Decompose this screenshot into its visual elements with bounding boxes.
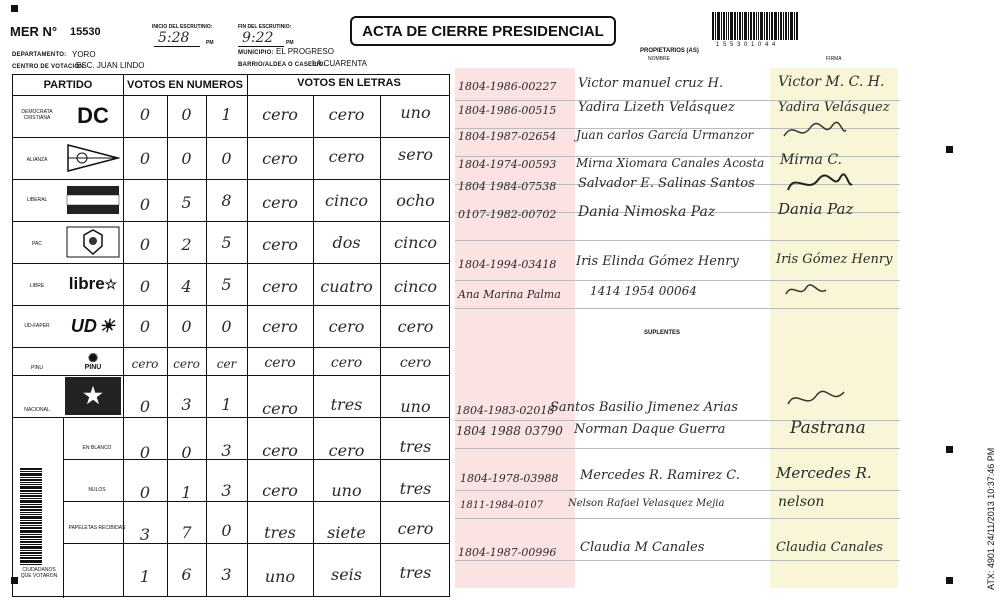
signature-scribble bbox=[784, 168, 854, 198]
vote-word: cero bbox=[262, 441, 298, 460]
municipio-value: EL PROGRESO bbox=[276, 47, 334, 56]
mer-label: MER N° bbox=[10, 24, 58, 39]
vote-word: cero bbox=[328, 147, 365, 166]
pinu-sun-icon: ✺ bbox=[87, 350, 99, 365]
row-label-blanco: EN BLANCO bbox=[82, 445, 112, 451]
vote-number-digit: 3 bbox=[221, 565, 232, 584]
libre-logo-text: libre bbox=[68, 274, 105, 293]
vote-word: cero bbox=[262, 105, 298, 124]
vote-word: cero bbox=[264, 355, 296, 371]
vote-word: cero bbox=[262, 481, 298, 500]
cierre-value: 9:22 bbox=[242, 30, 274, 46]
member-name: Victor manuel cruz H. bbox=[578, 76, 724, 91]
libre-logo bbox=[65, 267, 121, 301]
pac-emblem-icon bbox=[65, 225, 121, 259]
centro-value: ESC. JUAN LINDO bbox=[76, 61, 145, 70]
vote-word: cero bbox=[328, 441, 365, 460]
vote-word: cero bbox=[399, 355, 432, 371]
vote-word: uno bbox=[400, 397, 431, 416]
member-id: 1804-1994-03418 bbox=[458, 258, 557, 271]
side-stamp: ATX: 4901 24/11/2013 10:37:46 PM bbox=[986, 447, 996, 590]
member-id: 1414 1954 00064 bbox=[590, 284, 697, 298]
party-label-liberal: LIBERAL bbox=[26, 197, 48, 203]
vote-number-word: cero bbox=[131, 357, 159, 371]
party-label-dc: DEMOCRATA CRISTIANA bbox=[21, 109, 53, 121]
vote-number-digit: 4 bbox=[181, 277, 192, 296]
vote-word: tres bbox=[330, 395, 363, 414]
party-label-pac: PAC bbox=[32, 241, 42, 247]
member-name: Yadira Lizeth Velásquez bbox=[578, 100, 735, 115]
vote-number-digit: 3 bbox=[221, 481, 232, 500]
signature-column-bg bbox=[770, 68, 898, 588]
liberal-flag-icon bbox=[65, 183, 121, 217]
header-votos-letras: VOTOS EN LETRAS bbox=[297, 77, 401, 89]
suplentes-header: SUPLENTES bbox=[644, 330, 681, 336]
vote-number-digit: 3 bbox=[221, 441, 232, 460]
member-id: 1811-1984-0107 bbox=[460, 500, 544, 511]
vote-number-digit: 5 bbox=[181, 193, 192, 212]
member-name: Nelson Rafael Velasquez Mejia bbox=[568, 498, 725, 509]
barrio-value: LA CUARENTA bbox=[312, 59, 367, 68]
registration-marker bbox=[946, 146, 953, 153]
ud-logo-text: UD bbox=[70, 315, 97, 336]
vote-word: cero bbox=[328, 317, 365, 336]
vote-number-digit: 1 bbox=[221, 105, 232, 124]
vote-number-digit: 1 bbox=[139, 567, 151, 586]
member-name: Santos Basilio Jimenez Arias bbox=[550, 400, 738, 415]
vote-word: cero bbox=[262, 317, 298, 336]
signature-scribble bbox=[780, 118, 850, 144]
party-label-ud: UD-FAPER bbox=[24, 323, 50, 329]
vote-word: cero bbox=[330, 355, 363, 371]
vote-word: cuatro bbox=[320, 277, 373, 296]
alianza-flag-icon bbox=[65, 141, 121, 175]
vote-word: tres bbox=[264, 523, 296, 542]
side-barcode bbox=[20, 468, 42, 598]
member-id: 1804 1988 03790 bbox=[456, 424, 563, 438]
member-id: 1804-1986-00515 bbox=[458, 104, 557, 117]
vote-number-digit: 0 bbox=[139, 483, 151, 502]
registration-marker bbox=[946, 577, 953, 584]
vote-number-digit: 6 bbox=[181, 565, 192, 584]
dc-logo: DC bbox=[77, 103, 109, 128]
vote-word: cero bbox=[262, 277, 298, 296]
header-votos-numeros: VOTOS EN NUMEROS bbox=[127, 79, 243, 91]
inicio-unit: PM bbox=[206, 40, 214, 46]
member-signature: Iris Gómez Henry bbox=[776, 252, 893, 267]
member-signature: Mirna C. bbox=[780, 152, 842, 168]
member-name: Juan carlos García Urmanzor bbox=[576, 128, 754, 142]
member-id: 0107-1982-00702 bbox=[458, 208, 557, 221]
vote-word: uno bbox=[264, 567, 296, 586]
page-title: ACTA DE CIERRE PRESIDENCIAL bbox=[350, 16, 616, 46]
vote-number-digit: 8 bbox=[221, 191, 232, 210]
member-id: 1804-1987-02654 bbox=[458, 130, 557, 143]
firma-header: FIRMA bbox=[826, 56, 842, 62]
star-icon: ☆ bbox=[104, 275, 118, 292]
signature-scribble bbox=[784, 384, 850, 414]
propietarios-header: PROPIETARIOS (AS) bbox=[640, 48, 699, 54]
centro-label: CENTRO DE VOTACION: bbox=[12, 64, 87, 70]
inicio-value: 5:28 bbox=[158, 30, 190, 46]
vote-number-digit: 0 bbox=[221, 521, 232, 540]
member-signature: Yadira Velásquez bbox=[778, 100, 890, 115]
vote-word: cinco bbox=[394, 277, 437, 296]
vote-word: sero bbox=[398, 145, 433, 164]
vote-number-digit: 3 bbox=[139, 525, 151, 544]
vote-number-digit: 0 bbox=[221, 317, 232, 336]
vote-number-digit: 0 bbox=[139, 397, 151, 416]
party-label-libre: LIBRE bbox=[29, 283, 45, 289]
vote-word: cero bbox=[397, 519, 434, 538]
vote-word: tres bbox=[399, 437, 432, 456]
barrio-label: BARRIO/ALDEA O CASERIO: bbox=[238, 62, 326, 68]
cierre-label: FIN DEL ESCRUTINIO: bbox=[238, 24, 292, 30]
vote-number-digit: 0 bbox=[139, 105, 151, 124]
vote-word: cero bbox=[262, 149, 298, 168]
vote-number-digit: 0 bbox=[181, 317, 192, 336]
member-name: Claudia M Canales bbox=[580, 540, 705, 555]
vote-word: ocho bbox=[396, 191, 435, 210]
member-signature: Mercedes R. bbox=[776, 464, 872, 482]
nombre-header: NOMBRE bbox=[648, 56, 670, 62]
vote-word: uno bbox=[331, 481, 362, 500]
vote-word: dos bbox=[332, 233, 361, 252]
vote-number-digit: 0 bbox=[139, 277, 151, 296]
nacional-star-icon: ★ bbox=[65, 377, 121, 415]
vote-table bbox=[12, 74, 450, 597]
mer-number: 15530 bbox=[70, 26, 101, 38]
vote-number-digit: 5 bbox=[221, 233, 232, 252]
municipio-label: MUNICIPIO: bbox=[238, 50, 274, 56]
vote-number-digit: 3 bbox=[181, 395, 192, 414]
cierre-unit: PM bbox=[286, 40, 294, 46]
member-signature: nelson bbox=[778, 494, 825, 510]
member-signature: Dania Paz bbox=[778, 200, 854, 218]
member-signature: Claudia Canales bbox=[776, 540, 883, 555]
member-id: 1804-1987-00996 bbox=[458, 546, 557, 559]
member-id: 1804-1978-03988 bbox=[460, 472, 559, 485]
member-name: Salvador E. Salinas Santos bbox=[578, 176, 755, 191]
party-label-nacional: NACIONAL bbox=[24, 407, 50, 413]
vote-number-word: cero bbox=[173, 357, 200, 371]
pinu-logo bbox=[65, 349, 121, 373]
signature-scribble bbox=[782, 278, 832, 302]
party-label-pinu: PINU bbox=[31, 365, 43, 371]
vote-number-digit: 0 bbox=[139, 443, 151, 462]
vote-word: cero bbox=[397, 317, 434, 336]
vote-number-digit: 5 bbox=[221, 275, 232, 294]
vote-word: seis bbox=[330, 565, 362, 584]
vote-word: cinco bbox=[394, 233, 437, 252]
vote-number-digit: 0 bbox=[181, 443, 192, 462]
vote-word: siete bbox=[327, 523, 366, 542]
vote-number-digit: 1 bbox=[181, 483, 192, 502]
member-name: Dania Nimoska Paz bbox=[578, 204, 716, 220]
inicio-underline bbox=[154, 46, 200, 47]
vote-number-digit: 0 bbox=[181, 105, 192, 124]
registration-marker bbox=[11, 5, 18, 12]
vote-word: tres bbox=[399, 563, 432, 582]
barcode-text: 1 5 5 3 0 1 0 4 4 bbox=[716, 42, 777, 48]
vote-word: cero bbox=[328, 105, 365, 124]
vote-word: cinco bbox=[325, 191, 368, 210]
row-label-papeletas: PAPELETAS RECIBIDAS bbox=[68, 525, 126, 531]
member-name: Mirna Xiomara Canales Acosta bbox=[576, 156, 765, 170]
row-label-nulos: NULOS bbox=[88, 487, 106, 493]
vote-number-digit: 0 bbox=[139, 149, 151, 168]
sun-icon: ☀ bbox=[98, 315, 116, 336]
vote-number-digit: 0 bbox=[139, 195, 151, 214]
pinu-logo-text: PINU bbox=[84, 363, 102, 371]
inicio-label: INICIO DEL ESCRUTINIO: bbox=[152, 24, 213, 30]
row-label-ciudadanos: CIUDADANOS QUE VOTARON bbox=[20, 567, 58, 579]
ud-logo bbox=[65, 309, 121, 343]
vote-number-digit: 0 bbox=[139, 235, 151, 254]
member-name: Ana Marina Palma bbox=[458, 288, 561, 301]
member-name: Norman Daque Guerra bbox=[574, 422, 726, 437]
member-id: 1804-1986-00227 bbox=[458, 80, 557, 93]
barcode bbox=[712, 12, 812, 40]
vote-number-digit: 7 bbox=[181, 523, 192, 542]
vote-number-digit: 1 bbox=[221, 395, 232, 414]
header-partido: PARTIDO bbox=[43, 79, 93, 91]
vote-number-digit: 0 bbox=[221, 149, 232, 168]
vote-number-word: cer bbox=[216, 357, 237, 371]
vote-number-digit: 0 bbox=[181, 149, 192, 168]
vote-number-digit: 2 bbox=[181, 235, 192, 254]
vote-word: tres bbox=[399, 479, 432, 498]
vote-word: uno bbox=[400, 103, 431, 122]
vote-word: cero bbox=[262, 193, 298, 212]
departamento-label: DEPARTAMENTO: bbox=[12, 52, 67, 58]
member-signature: Pastrana bbox=[790, 418, 866, 438]
vote-word: cero bbox=[262, 399, 298, 418]
member-id: 1804-1974-00593 bbox=[458, 158, 557, 171]
member-name: Mercedes R. Ramirez C. bbox=[580, 468, 740, 483]
member-id: 1804-1983-02018 bbox=[456, 404, 555, 417]
party-label-alianza: ALIANZA bbox=[26, 157, 48, 163]
member-name: Iris Elinda Gómez Henry bbox=[576, 254, 739, 269]
member-id: 1804 1984-07538 bbox=[458, 180, 557, 193]
vote-word: cero bbox=[262, 235, 298, 254]
departamento-value: YORO bbox=[72, 50, 96, 59]
vote-number-digit: 0 bbox=[139, 317, 151, 336]
registration-marker bbox=[946, 446, 953, 453]
member-signature: Victor M. C. H. bbox=[778, 74, 885, 90]
